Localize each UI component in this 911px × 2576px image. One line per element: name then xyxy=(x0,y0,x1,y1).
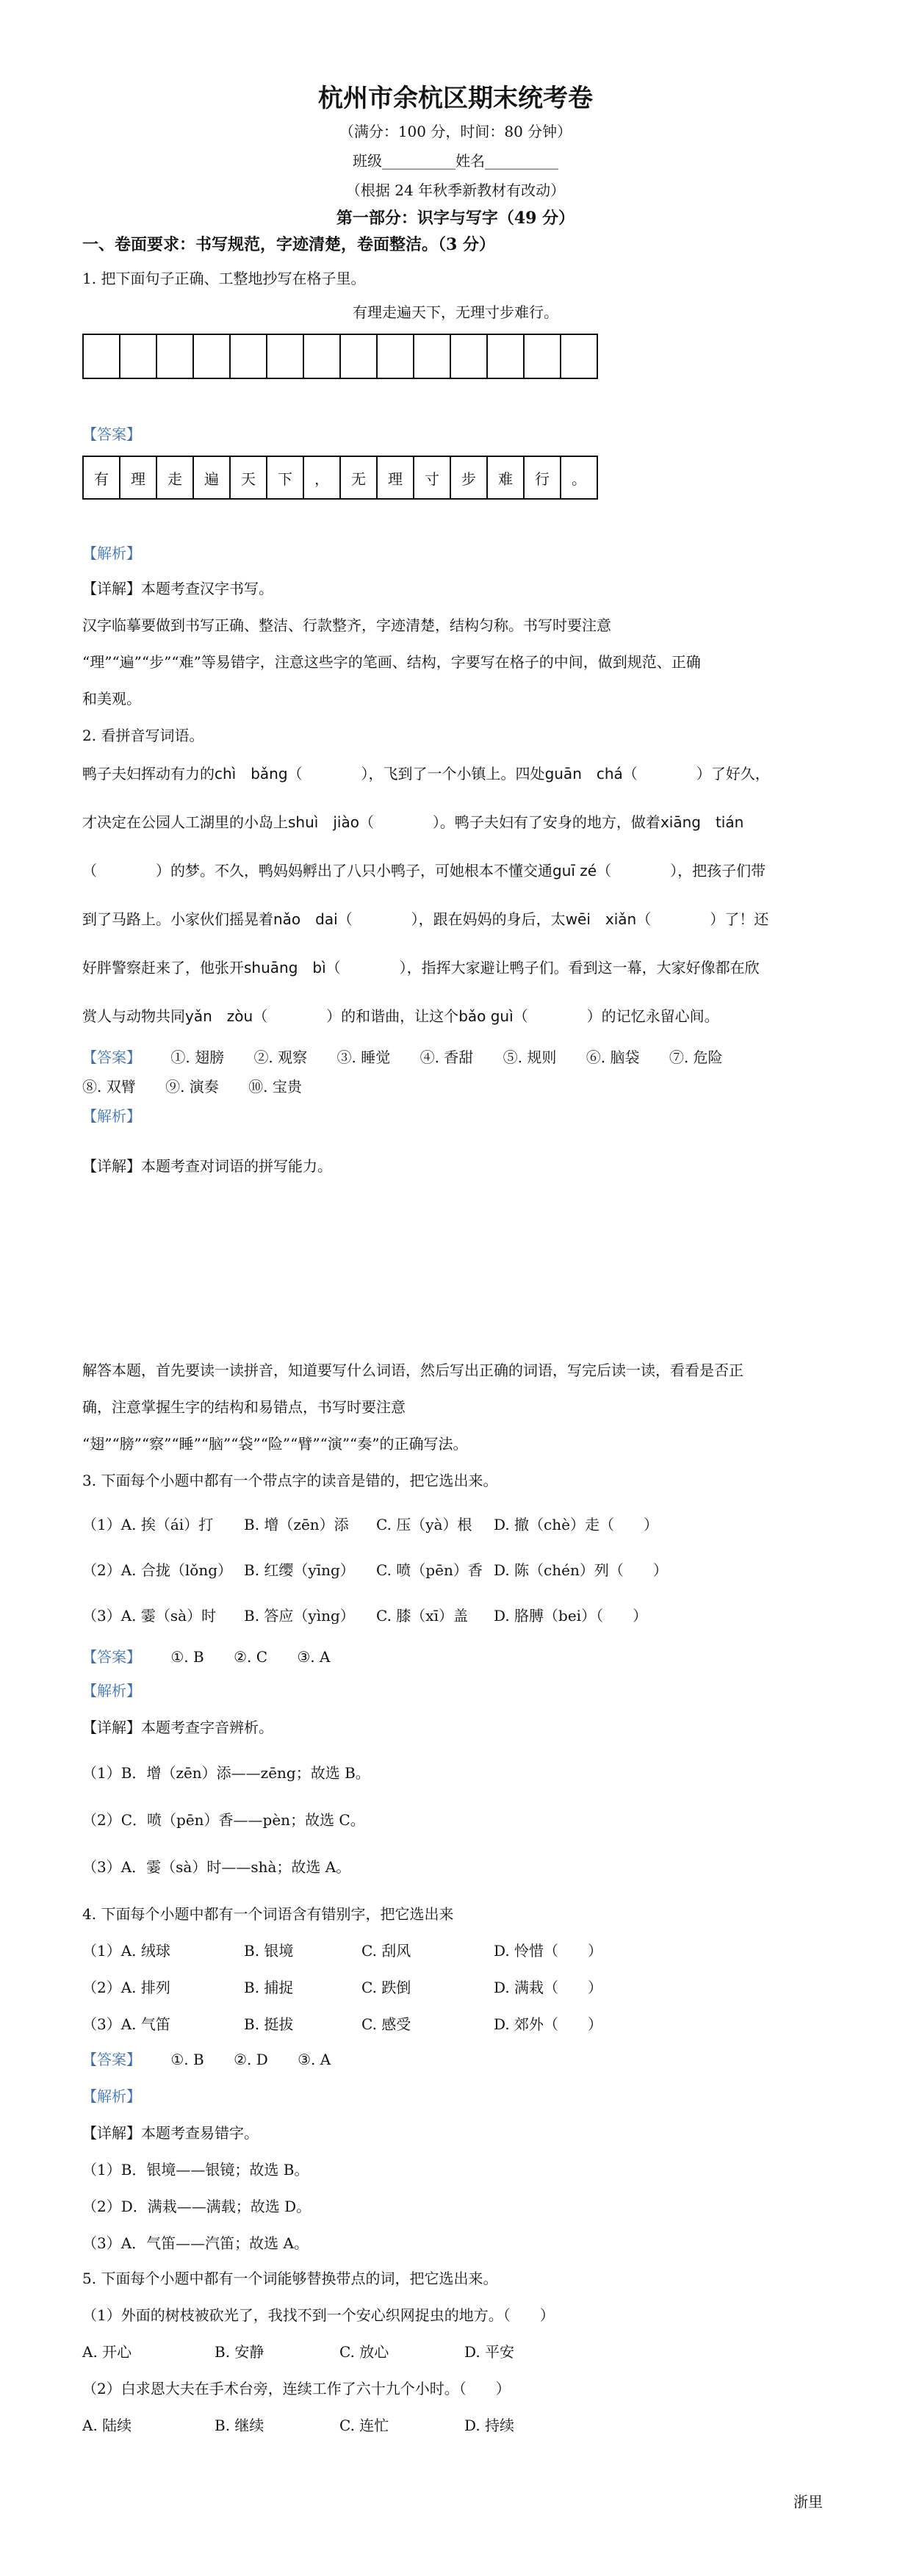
explanation-text: 解答本题，首先要读一读拼音，知道要写什么词语，然后写出正确的词语，写完后读一读，看看是否正 xyxy=(82,1361,743,1379)
answer-cell: 有 xyxy=(84,456,120,500)
option[interactable]: A. 陆续 xyxy=(82,2417,132,2434)
passage-line xyxy=(82,811,743,833)
part-heading: 第一部分：识字与写字（49 分） xyxy=(336,209,575,228)
answer-item: ①. B xyxy=(170,1648,204,1666)
pinyin: shuì jiào xyxy=(288,813,359,831)
passage-text: （ ）的梦。不久，鸭妈妈孵出了八只小鸭子，可她根本不懂交通 xyxy=(82,862,552,879)
answer-item: ③. 睡觉 xyxy=(336,1048,391,1066)
answer-item: ⑤. 规则 xyxy=(503,1048,557,1066)
passage-line xyxy=(82,908,768,930)
edition-note: （根据 24 年秋季新教材有改动） xyxy=(345,181,566,199)
grid-cell[interactable] xyxy=(488,334,525,379)
explanation-text: “翅”“膀”“察”“睡”“脑”“袋”“险”“臂”“演”“奏”的正确写法。 xyxy=(82,1435,468,1453)
pinyin: guān chá xyxy=(544,765,623,782)
explanation-text: 确，注意掌握生字的结构和易错点，书写时要注意 xyxy=(82,1398,406,1416)
passage-text: 赏人与动物共同 xyxy=(82,1007,185,1025)
pinyin: guī zé xyxy=(552,862,597,879)
answer-cell: 走 xyxy=(157,456,194,500)
option[interactable]: B. 安静 xyxy=(215,2343,264,2361)
grid-cell[interactable] xyxy=(378,334,414,379)
answer-cell: 难 xyxy=(488,456,525,500)
option[interactable]: （3）A. 气笛 xyxy=(82,2015,170,2033)
passage-text: （ ）的记忆永留心间。 xyxy=(513,1007,719,1025)
pinyin: yǎn zòu xyxy=(185,1007,253,1025)
answer-item: ①. 翅膀 xyxy=(170,1048,225,1066)
answer-row xyxy=(82,1046,748,1068)
grid-cell[interactable] xyxy=(157,334,194,379)
answer-item: ⑩. 宝贵 xyxy=(248,1078,302,1095)
question-4-prompt: 4. 下面每个小题中都有一个词语含有错别字，把它选出来 xyxy=(82,1905,454,1923)
grid-cell[interactable] xyxy=(84,334,120,379)
option[interactable]: B. 答应（yìng） xyxy=(244,1607,355,1625)
grid-cell[interactable] xyxy=(231,334,267,379)
detail-text: 【详解】本题考查易错字。 xyxy=(82,2124,259,2142)
grid-cell[interactable] xyxy=(120,334,157,379)
option[interactable]: C. 连忙 xyxy=(339,2417,389,2434)
grid-cell[interactable] xyxy=(267,334,304,379)
analysis-label: 【解析】 xyxy=(82,2087,141,2105)
exam-meta: （满分：100 分，时间：80 分钟） xyxy=(339,123,572,140)
passage-text: （ ），把孩子们带 xyxy=(597,862,766,879)
option[interactable]: D. 陈（chén）列（ ） xyxy=(494,1561,668,1579)
passage-text: （ ），指挥大家避让鸭子们。看到这一幕，大家好像都在欣 xyxy=(325,959,760,976)
answer-cell: 寸 xyxy=(414,456,451,500)
passage-line xyxy=(82,763,770,785)
option[interactable]: D. 撤（chè）走（ ） xyxy=(494,1516,658,1533)
passage-text: 才决定在公园人工湖里的小岛上 xyxy=(82,813,288,831)
answer-cell: 理 xyxy=(378,456,414,500)
analysis-label: 【解析】 xyxy=(82,544,141,562)
passage-text: （ ）。鸭子夫妇有了安身的地方，做着 xyxy=(359,813,660,831)
answer-cell: ， xyxy=(304,456,341,500)
option[interactable]: C. 喷（pēn）香 xyxy=(376,1561,483,1579)
footer-mark: 浙里 xyxy=(793,2493,823,2511)
explanation-text: （3）A．气笛——汽笛；故选 A。 xyxy=(82,2234,309,2252)
answer-item: ⑦. 危险 xyxy=(669,1048,723,1066)
option[interactable]: （3）A. 霎（sà）时 xyxy=(82,1607,217,1625)
answer-item: ⑧. 双臂 xyxy=(82,1078,136,1095)
answer-cell: 行 xyxy=(525,456,561,500)
answer-cell: 。 xyxy=(561,456,598,500)
explanation-text: （1）B．银境——银镜；故选 B。 xyxy=(82,2161,309,2179)
option[interactable]: C. 压（yà）根 xyxy=(376,1516,472,1533)
option[interactable]: C. 跌倒 xyxy=(361,1979,411,1996)
passage-line xyxy=(82,1005,719,1027)
page-title: 杭州市余杭区期末统考卷 xyxy=(318,84,593,113)
option[interactable]: D. 郊外（ ） xyxy=(494,2015,603,2033)
answer-cell: 下 xyxy=(267,456,304,500)
grid-cell[interactable] xyxy=(525,334,561,379)
question-3-prompt: 3. 下面每个小题中都有一个带点字的读音是错的，把它选出来。 xyxy=(82,1472,498,1489)
grid-cell[interactable] xyxy=(304,334,341,379)
passage-text: （ ）了！还 xyxy=(636,910,769,928)
pinyin: wēi xiǎn xyxy=(565,910,637,928)
writing-grid[interactable] xyxy=(82,334,598,379)
answer-item: ③. A xyxy=(298,2051,331,2068)
passage-line xyxy=(82,957,760,979)
answer-label: 【答案】 xyxy=(82,1048,141,1066)
grid-cell[interactable] xyxy=(451,334,488,379)
option[interactable]: D. 怜惜（ ） xyxy=(494,1942,603,1960)
question-2-prompt: 2. 看拼音写词语。 xyxy=(82,727,204,744)
option[interactable]: A. 开心 xyxy=(82,2343,132,2361)
detail-text: 【详解】本题考查字音辨析。 xyxy=(82,1719,273,1736)
answer-item: ⑥. 脑袋 xyxy=(586,1048,640,1066)
pinyin: shuāng bì xyxy=(244,959,326,976)
option[interactable]: （1）A. 绒球 xyxy=(82,1942,170,1960)
passage-text: （ ），跟在妈妈的身后，太 xyxy=(337,910,566,928)
passage-text: 鸭子夫妇挥动有力的 xyxy=(82,765,215,782)
answer-item: ⑨. 演奏 xyxy=(165,1078,219,1095)
option[interactable]: B. 红缨（yīng） xyxy=(244,1561,355,1579)
option[interactable]: D. 满栽（ ） xyxy=(494,1979,603,1996)
option[interactable]: （2）A. 排列 xyxy=(82,1979,170,1996)
answer-item: ②. D xyxy=(234,2051,268,2068)
pinyin: bǎo guì xyxy=(458,1007,514,1025)
answer-item: ③. A xyxy=(297,1648,331,1666)
answer-cell: 步 xyxy=(451,456,488,500)
answer-row xyxy=(82,1076,327,1098)
option[interactable]: B. 银境 xyxy=(244,1942,294,1960)
pinyin: nǎo dai xyxy=(273,910,338,928)
option[interactable]: B. 挺拔 xyxy=(244,2015,294,2033)
answer-cell: 理 xyxy=(120,456,157,500)
explanation-text: “理”“遍”“步”“难”等易错字，注意这些字的笔画、结构，字要写在格子的中间，做到规范、正确 xyxy=(82,653,701,671)
explanation-text: 汉字临摹要做到书写正确、整洁、行款整齐，字迹清楚，结构匀称。书写时要注意 xyxy=(82,616,611,634)
answer-cell: 天 xyxy=(231,456,267,500)
class-name-line: 班级__________姓名__________ xyxy=(353,152,558,170)
explanation-text: （3）A．霎（sà）时——shà；故选 A。 xyxy=(82,1858,351,1876)
grid-cell[interactable] xyxy=(194,334,231,379)
passage-text: （ ），飞到了一个小镇上。四处 xyxy=(287,765,545,782)
analysis-label: 【解析】 xyxy=(82,1107,141,1125)
option[interactable]: B. 捕捉 xyxy=(244,1979,294,1996)
detail-text: 【详解】本题考查对词语的拼写能力。 xyxy=(82,1157,332,1175)
analysis-label: 【解析】 xyxy=(82,1682,141,1699)
option[interactable]: D. 持续 xyxy=(464,2417,515,2434)
pinyin: xiāng tián xyxy=(660,813,744,831)
grid-cell[interactable] xyxy=(341,334,378,379)
sub-question: （1）外面的树枝被砍光了，我找不到一个安心织网捉虫的地方。（ ） xyxy=(82,2306,555,2324)
passage-text: 好胖警察赶来了，他张开 xyxy=(82,959,244,976)
detail-text: 【详解】本题考查汉字书写。 xyxy=(82,580,273,597)
option[interactable]: B. 增（zēn）添 xyxy=(244,1516,349,1533)
answer-cell: 遍 xyxy=(194,456,231,500)
answer-item: ②. 观察 xyxy=(253,1048,308,1066)
option[interactable]: （1）A. 挨（ái）打 xyxy=(82,1516,214,1533)
option[interactable]: B. 继续 xyxy=(215,2417,264,2434)
pinyin: chì bǎng xyxy=(215,765,288,782)
explanation-text: （1）B．增（zēn）添——zēng；故选 B。 xyxy=(82,1764,370,1782)
option[interactable]: C. 放心 xyxy=(339,2343,389,2361)
question-1-prompt: 1. 把下面句子正确、工整地抄写在格子里。 xyxy=(82,270,366,287)
answer-item: ④. 香甜 xyxy=(420,1048,474,1066)
grid-cell[interactable] xyxy=(561,334,598,379)
section-heading: 一、卷面要求：书写规范，字迹清楚，卷面整洁。（3 分） xyxy=(82,235,495,254)
option[interactable]: （2）A. 合拢（lǒng） xyxy=(82,1561,233,1579)
copy-sentence: 有理走遍天下，无理寸步难行。 xyxy=(353,303,558,321)
passage-line xyxy=(82,860,766,882)
answer-label: 【答案】 xyxy=(82,425,141,443)
answer-row xyxy=(82,2048,356,2070)
answer-cell: 无 xyxy=(341,456,378,500)
answer-grid xyxy=(82,456,598,500)
answer-label: 【答案】 xyxy=(82,1648,141,1666)
passage-text: 到了马路上。小家伙们摇晃着 xyxy=(82,910,273,928)
option[interactable]: D. 胳膊（bei）（ ） xyxy=(494,1607,648,1625)
sub-question: （2）白求恩大夫在手术台旁，连续工作了六十九个小时。（ ） xyxy=(82,2380,511,2397)
option[interactable]: C. 刮风 xyxy=(361,1942,411,1960)
question-5-prompt: 5. 下面每个小题中都有一个词能够替换带点的词，把它选出来。 xyxy=(82,2270,498,2287)
passage-text: （ ）了好久， xyxy=(622,765,770,782)
explanation-text: （2）C．喷（pēn）香——pèn；故选 C。 xyxy=(82,1811,365,1829)
option[interactable]: D. 平安 xyxy=(464,2343,515,2361)
answer-item: ①. B xyxy=(170,2051,204,2068)
grid-cell[interactable] xyxy=(414,334,451,379)
explanation-text: 和美观。 xyxy=(82,690,141,708)
passage-text: （ ）的和谐曲，让这个 xyxy=(253,1007,459,1025)
answer-item: ②. C xyxy=(234,1648,268,1666)
explanation-text: （2）D．满栽——满载；故选 D。 xyxy=(82,2198,312,2215)
option[interactable]: C. 膝（xī）盖 xyxy=(376,1607,468,1625)
answer-label: 【答案】 xyxy=(82,2051,141,2068)
option[interactable]: C. 感受 xyxy=(361,2015,411,2033)
answer-row xyxy=(82,1646,355,1668)
